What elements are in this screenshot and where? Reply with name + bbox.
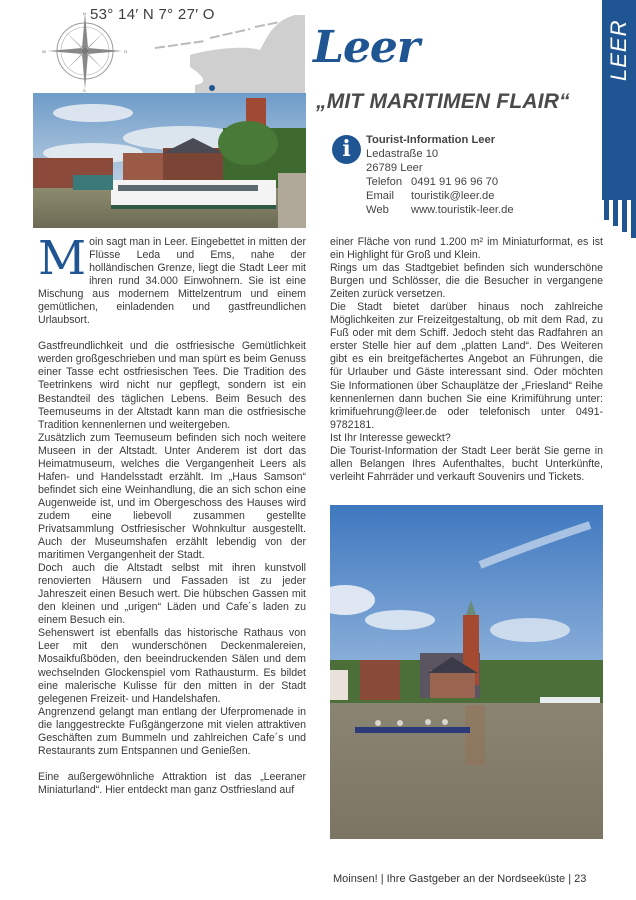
tab-bar-decoration (622, 198, 627, 232)
svg-text:N: N (83, 11, 86, 16)
tourist-info-block (366, 133, 514, 217)
info-city: 26789 Leer (366, 162, 423, 174)
email-link[interactable]: touristik@leer.de (411, 190, 495, 202)
river-photo (330, 505, 603, 839)
info-web-row: Web www.touristik-leer.de (366, 204, 514, 216)
paragraph: Sehenswert ist ebenfalls das historische Rathaus von Leer mit den wunderschönen Deckenmalereien, Mosaikfußböden, den beeindruckenden Sälen und dem wechselnden Glockenspiel vom Rathausturm. Es bildet eine malerische Kulisse für den mitten in der Stadt gelegenen Freizeit- und Handelshafen. (38, 627, 306, 705)
svg-text:S: S (83, 88, 86, 93)
harbor-photo (33, 93, 306, 228)
web-link[interactable]: www.touristik-leer.de (411, 204, 514, 216)
paragraph: Moin sagt man in Leer. Eingebettet in mitten der Flüsse Leda und Ems, nahe der holländischen Grenze, liegt die Stadt Leer mit ihren rund 34.000 Einwohnern. Sie ist eine Mischung aus modernem Mittelzentrum und einem gemütlichen, einladenden und gastfreundlichen Urlaubsort. (38, 231, 306, 327)
info-icon: i (332, 135, 361, 164)
paragraph: Eine außergewöhnliche Attraktion ist das „Leeraner Miniaturland“. Hier entdeckt man ganz Ostfriesland auf (38, 770, 306, 796)
info-title: Tourist-Information Leer (366, 134, 496, 146)
section-tab-label: LEER (606, 19, 631, 81)
article-column-1 (38, 231, 306, 797)
geo-coordinates: 53° 14′ N 7° 27′ O (90, 6, 215, 23)
tagline: „MIT MARITIMEN FLAIR“ (316, 90, 570, 113)
drop-cap: M (38, 231, 87, 286)
paragraph: Zusätzlich zum Teemuseum befinden sich noch weitere Museen in der Altstadt. Unter Anderem ist dort das Heimatmuseum, welches die Vergangenheit Leers als Hafen- und Handelsstadt erzählt. Im „Haus Samson“ befindet sich eine Weinhandlung, die an sich schon eine Augenweide ist, und im Obergeschoss des Hauses wird zudem eine liebevoll zusammen gestellte Privatsammlung Ostfriesischer Wohnkultur ausgestellt. Auch der Museumshafen erzählt lebendig von der maritimen Vergangenheit der Stadt. (38, 431, 306, 562)
section-tab (602, 0, 636, 200)
tab-bar-decoration (631, 198, 636, 238)
paragraph: Ist Ihr Interesse geweckt? (330, 431, 451, 444)
tab-bar-decoration (604, 198, 609, 220)
info-email-row: Email touristik@leer.de (366, 190, 495, 202)
svg-text:W: W (42, 49, 46, 54)
paragraph: Doch auch die Altstadt selbst mit ihren kunstvoll renovierten Häusern und Fassaden ist zu jeder Jahreszeit einen Besuch wert. Die hübschen Gassen mit den kleinen und „urigen“ Läden und Cafe´s laden zu einem Besuch ein. (38, 562, 306, 627)
paragraph: Angrenzend gelangt man entlang der Uferpromenade in die langgestreckte Fußgängerzone mit vielen attraktiven Geschäften zum Bummeln und zahlreichen Cafe´s und Restaurants zum Entspannen und Genießen. (38, 705, 306, 757)
phone-value: 0491 91 96 96 70 (411, 176, 499, 188)
paragraph: Die Stadt bietet darüber hinaus noch zahlreiche Möglichkeiten zur Freizeitgestaltung, ob mit dem Rad, zu Fuß oder mit dem Schiff. Jedoch steht das Radfahren an erster Stelle hier auf dem „platten Land“. Des Weiteren gibt es ein breitgefächertes Angebot an Führungen, die für Urlauber und Gäste interessant sind. Oder möchten Sie Informationen über Schauplätze der „Friesland“ Reihe kennenlernen dann buchen Sie eine Krimiführung unter: krimifuehrung@leer.de oder telefonisch unter 0491-9782181. (330, 301, 603, 431)
city-title: Leer (313, 22, 420, 73)
paragraph: Die Tourist-Information der Stadt Leer berät Sie gerne in allen Belangen Ihres Aufenthaltes, bucht Unterkünfte, verleiht Fahrräder und verkauft Souvenirs und Tickets. (330, 444, 603, 483)
tab-bar-decoration (613, 198, 618, 226)
page-footer: Moinsen! | Ihre Gastgeber an der Nordseeküste | 23 (333, 873, 587, 885)
info-phone-row: Telefon 0491 91 96 96 70 (366, 176, 499, 188)
svg-text:O: O (124, 49, 128, 54)
paragraph: Gastfreundlichkeit und die ostfriesische Gemütlichkeit werden großgeschrieben und man spürt es beim Genuss einer Tasse echt ostfriesischen Tees. Die Tradition des Teetrinkens wird nicht nur gepflegt, sondern ist ein Bestandteil des täglichen Lebens. Beim Besuch des Teemuseums in der Altstadt kann man die ostfriesische Tradition kennenlernen und weitergeben. (38, 340, 306, 431)
article-column-2 (330, 236, 603, 484)
info-street: Ledastraße 10 (366, 148, 439, 160)
paragraph: einer Fläche von rund 1.200 m² im Miniaturformat, es ist ein Highlight für Groß und Klein. (330, 236, 603, 262)
paragraph: Rings um das Stadtgebiet befinden sich wunderschöne Burgen und Schlösser, die die Besucher in vergangene Zeiten zurück versetzen. (330, 262, 603, 301)
